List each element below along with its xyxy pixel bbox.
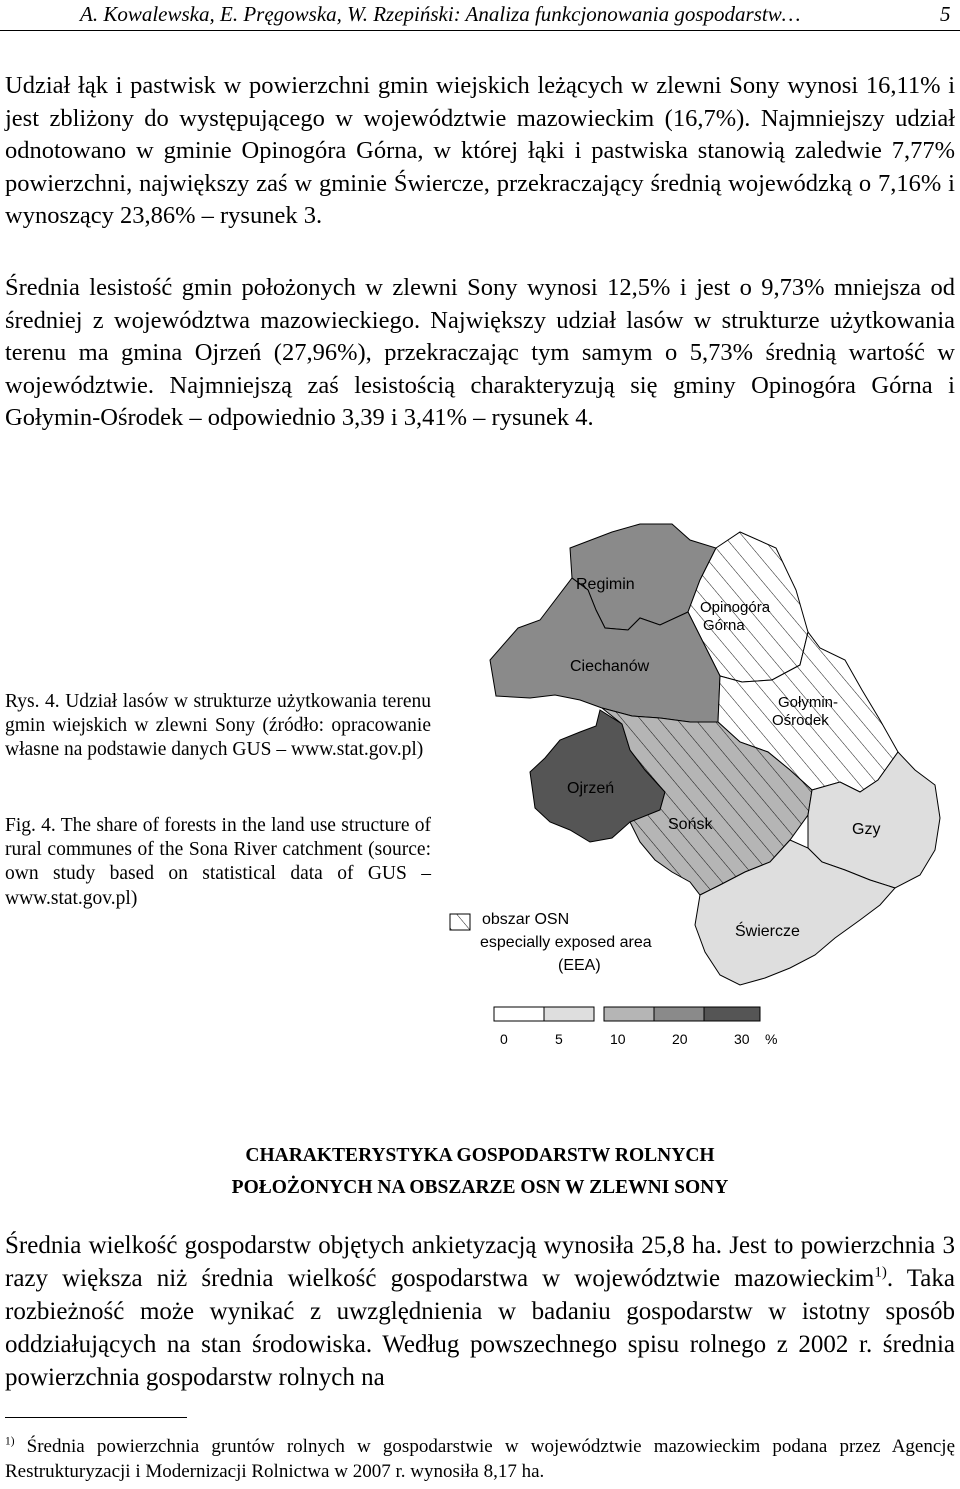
label-sonsk: Sońsk — [668, 816, 713, 833]
eea-legend-label-en: especially exposed area — [480, 934, 652, 951]
forest-share-scale — [494, 1007, 777, 1047]
paragraph-forests: Średnia lesistość gmin położonych w zlewni Sony wynosi 12,5% i jest o 9,73% mniejsza od średniej z województwa mazowieckiego. Największy udział lasów w strukturze użytkowania terenu ma gmina Ojrzeń (27,96%), przekraczając tym samym o 5,73% średnią wartość w województwie. Najmniejszą zaś lesistością charakteryzują się gminy Opinogóra Górna i Gołymin-Ośrodek – odpowiednio 3,39 i 3,41% – rysunek 4. — [5, 274, 955, 431]
label-golymin-osrodek-1: Gołymin- — [778, 694, 839, 711]
label-swiercze: Świercze — [735, 923, 800, 940]
scale-unit: % — [765, 1031, 778, 1047]
footnote — [5, 1434, 955, 1484]
paragraph-farm-size-rest: . Taka rozbieżność może wynikać z uwzględnienia w badaniu gospodarstw w istotny sposób oddziałujących na stan środowiska. Według powszechnego spisu rolnego z 2002 r. średnia powierzchnia gospodarstw rolnych na — [5, 1265, 955, 1391]
footnote-reference: 1) — [874, 1264, 887, 1281]
label-gzy: Gzy — [852, 821, 881, 838]
section-title-line-2: POŁOŻONYCH NA OBSZARZE OSN W ZLEWNI SONY — [231, 1177, 729, 1198]
figure-caption-polish: Rys. 4. Udział lasów w strukturze użytkowania terenu gmin wiejskich w zlewni Sony (źródło: opracowanie własne na podstawie danych GUS – www.stat.gov.pl) — [5, 691, 431, 761]
scale-tick-5: 5 — [555, 1031, 563, 1047]
label-opinogora-gorna-1: Opinogóra — [700, 599, 771, 616]
label-opinogora-gorna-2: Górna — [703, 617, 745, 634]
paragraph-meadows: Udział łąk i pastwisk w powierzchni gmin wiejskich leżących w zlewni Sony wynosi 16,11% i jest zbliżony do występującego w województwie mazowieckim (16,7%). Najmniejszy udział odnotowano w gminie Opinogóra Górna, w której łąki i pastwiska stanowią zaledwie 7,77% powierzchni, największy zaś w gminie Świercze, przekraczający średnią wojewódzką o 7,16% i wynoszący 23,86% – rysunek 3. — [5, 72, 955, 229]
label-ciechanow: Ciechanów — [570, 658, 650, 675]
scale-box-2 — [604, 1007, 654, 1021]
scale-tick-20: 20 — [672, 1031, 688, 1047]
forest-share-map — [440, 520, 960, 1100]
footnote-mark: 1) — [5, 1435, 15, 1448]
eea-legend-swatch — [450, 914, 470, 930]
footnote-divider — [5, 1417, 187, 1418]
eea-legend-label-abbr: (EEA) — [558, 957, 601, 974]
scale-box-3 — [654, 1007, 704, 1021]
scale-box-4 — [704, 1007, 760, 1021]
eea-legend-label-pl: obszar OSN — [482, 911, 570, 928]
label-golymin-osrodek-2: Ośrodek — [772, 712, 829, 729]
scale-box-1 — [544, 1007, 594, 1021]
paragraph-farm-size-start: Średnia wielkość gospodarstw objętych ankietyzacją wynosiła 25,8 ha. Jest to powierzchnia 3 razy większa niż średnia wielkość gospodarstwa w województwie mazowieckim — [5, 1232, 955, 1292]
scale-tick-10: 10 — [610, 1031, 626, 1047]
running-title: A. Kowalewska, E. Pręgowska, W. Rzepiński: Analiza funkcjonowania gospodarstw… — [80, 2, 801, 26]
eea-legend — [450, 911, 652, 974]
label-regimin: Regimin — [576, 576, 635, 593]
paragraph-farm-size — [5, 1229, 955, 1394]
page-number: 5 — [940, 2, 951, 26]
footnote-text: Średnia powierzchnia gruntów rolnych w gospodarstwie w województwie mazowieckim podana przez Agencję Restrukturyzacji i Modernizacji Rolnictwa w 2007 r. wynosiła 8,17 ha. — [5, 1436, 955, 1482]
section-title-line-1: CHARAKTERYSTYKA GOSPODARSTW ROLNYCH — [245, 1145, 715, 1166]
figure-caption-english: Fig. 4. The share of forests in the land use structure of rural communes of the Sona River catchment (source: own study based on statistical data of GUS – www.stat.gov.pl) — [5, 815, 431, 909]
running-header — [0, 0, 960, 31]
scale-box-0 — [494, 1007, 544, 1021]
label-ojrzen: Ojrzeń — [567, 780, 615, 797]
scale-tick-0: 0 — [500, 1031, 508, 1047]
scale-tick-30: 30 — [734, 1031, 750, 1047]
